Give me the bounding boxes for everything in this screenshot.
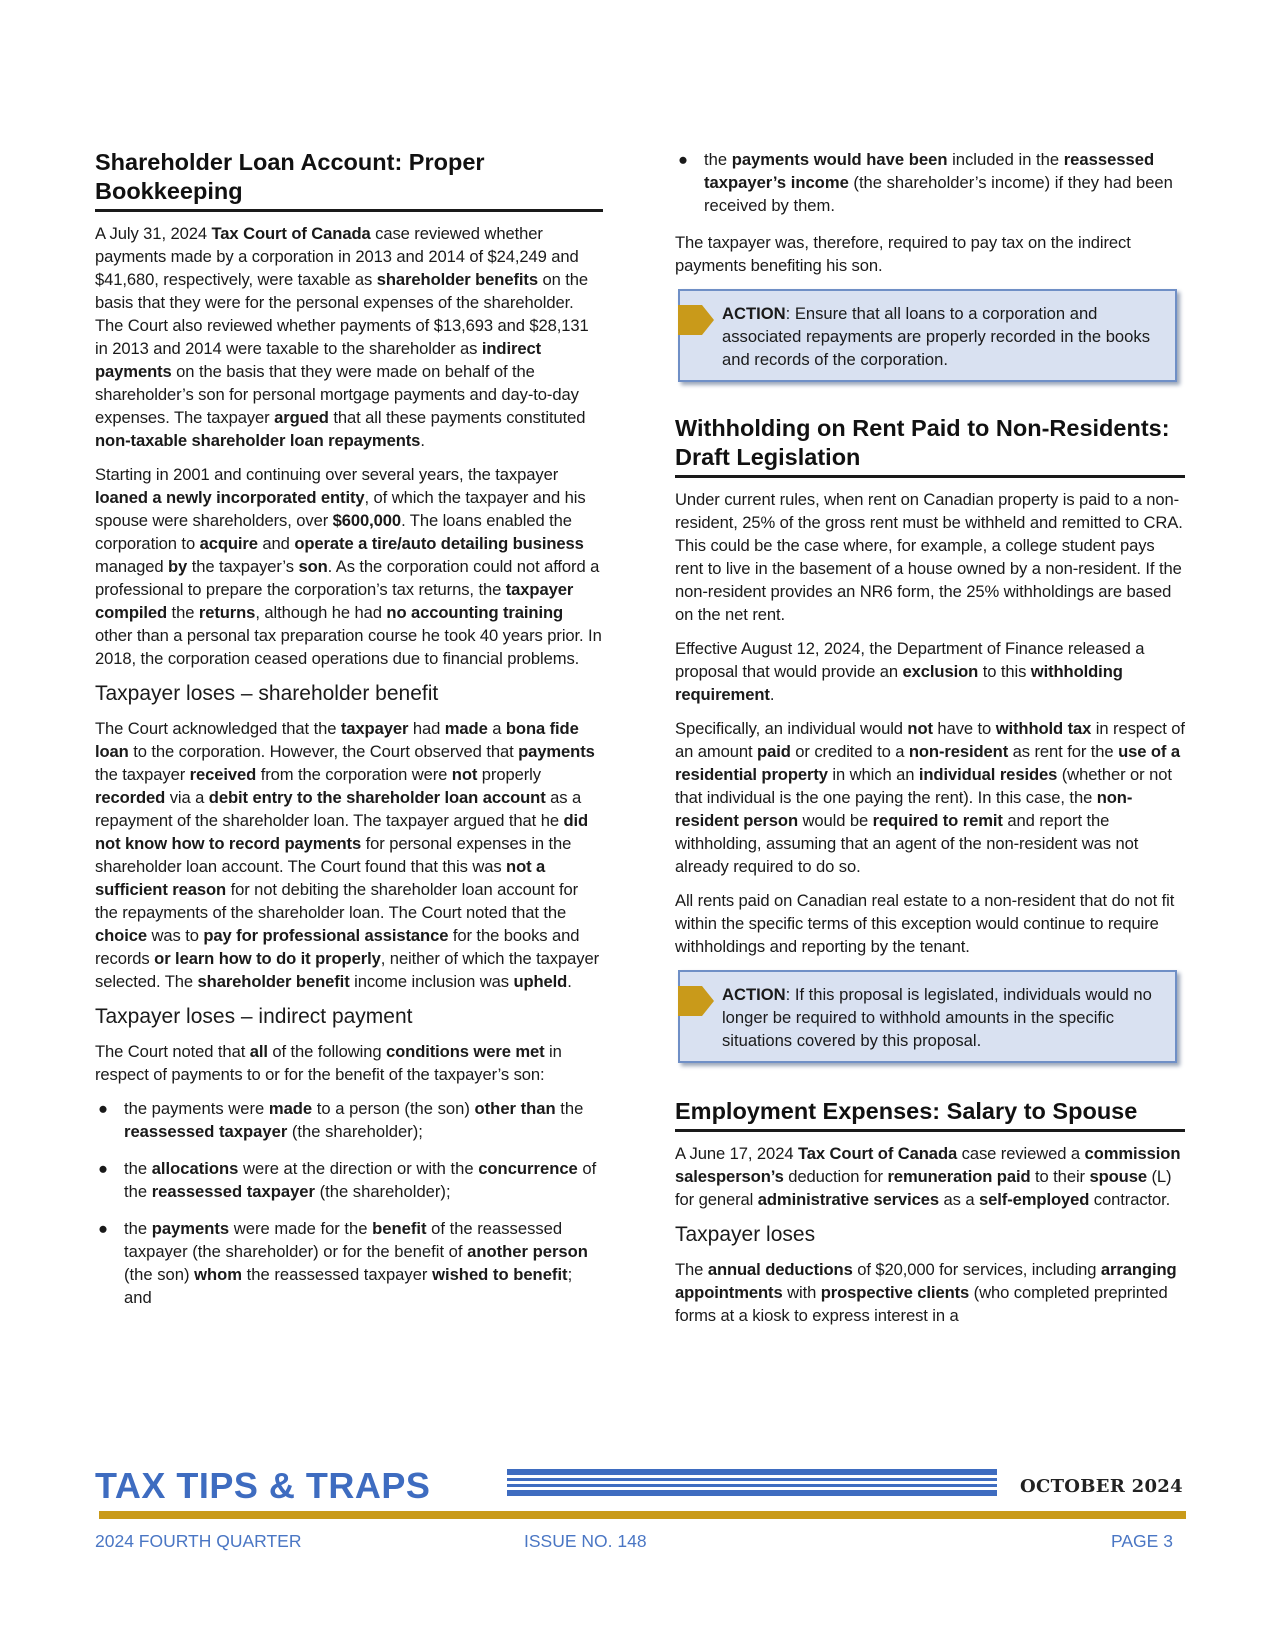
subheading-indirect-payment: Taxpayer loses – indirect payment <box>95 1005 413 1028</box>
action-box <box>678 970 1177 1063</box>
bullet-dot-icon: ● <box>98 1219 109 1238</box>
paragraph: The Court acknowledged that the taxpayer had made a bona fide loan to the corporation. However, the Court observed that payments the taxpayer received from the corporation were not properly recorded via a debit entry to the shareholder loan account as a repayment of the shareholder loan. The taxpayer argued that he did not know how to record payments for personal expenses in the shareholder loan account. The Court found that this was not a sufficient reason for not debiting the shareholder loan account for the repayments of the shareholder loan. The Court noted that the choice was to pay for professional assistance for the books and records or learn how to do it properly, neither of which the taxpayer selected. The shareholder benefit income inclusion was upheld. <box>95 719 599 991</box>
subheading-shareholder-benefit: Taxpayer loses – shareholder benefit <box>95 682 439 705</box>
list-item: ● the payments would have been included in the reassessed taxpayer’s income (the shareholder’s income) if they had been received by them. <box>678 150 1173 215</box>
subheading-taxpayer-loses: Taxpayer loses <box>675 1223 816 1246</box>
footer-issue-number: ISSUE NO. 148 <box>524 1531 647 1551</box>
bullet-dot-icon: ● <box>98 1159 109 1178</box>
bullet-dot-icon: ● <box>98 1099 109 1118</box>
arrow-tag-icon <box>678 986 714 1016</box>
list-item: ● the payments were made to a person (the son) other than the reassessed taxpayer (the shareholder); <box>98 1099 584 1141</box>
issue-date: OCTOBER 2024 <box>1020 1476 1183 1497</box>
bullet-dot-icon: ● <box>678 150 689 169</box>
footer-quarter: 2024 FOURTH QUARTER <box>95 1531 302 1551</box>
paragraph: Effective August 12, 2024, the Department of Finance released a proposal that would provide an exclusion to this withholding requirement. <box>675 639 1145 704</box>
paragraph: Starting in 2001 and continuing over several years, the taxpayer loaned a newly incorporated entity, of which the taxpayer and his spouse were shareholders, over $600,000. The loans enabled the corporation to acquire and operate a tire/auto detailing business managed by the taxpayer’s son. As the corporation could not afford a professional to prepare the corporation’s tax returns, the taxpayer compiled the returns, although he had no accounting training other than a personal tax preparation course he took 40 years prior. In 2018, the corporation ceased operations due to financial problems. <box>95 465 602 668</box>
list-item: ● the payments were made for the benefit of the reassessed taxpayer (the shareholder) or for the benefit of another person (the son) whom the reassessed taxpayer wished to benefit; and <box>98 1219 588 1307</box>
section-title-withholding-rent: Withholding on Rent Paid to Non-Residents: Draft Legislation <box>675 414 1185 478</box>
footer-divider <box>99 1511 1186 1519</box>
paragraph: The taxpayer was, therefore, required to pay tax on the indirect payments benefiting his son. <box>675 233 1131 275</box>
paragraph: Under current rules, when rent on Canadian property is paid to a non-resident, 25% of the gross rent must be withheld and remitted to CRA. This could be the case where, for example, a college student pays rent to live in the basement of a house owned by a non-resident. If the non-resident provides an NR6 form, the 25% withholdings are based on the net rent. <box>675 490 1183 624</box>
footer-page-number: PAGE 3 <box>1111 1531 1173 1551</box>
conditions-list-continued <box>675 148 1185 217</box>
paragraph: All rents paid on Canadian real estate to a non-resident that do not fit within the specific terms of this exception would continue to require withholdings and reporting by the tenant. <box>675 891 1175 956</box>
action-box <box>678 289 1177 382</box>
section-title-employment-expenses: Employment Expenses: Salary to Spouse <box>675 1097 1185 1132</box>
action-text: ACTION: Ensure that all loans to a corporation and associated repayments are properly recorded in the books and records of the corporation. <box>722 304 1150 369</box>
paragraph: A June 17, 2024 Tax Court of Canada case reviewed a commission salesperson’s deduction for remuneration paid to their spouse (L) for general administrative services as a self-employed contractor. <box>675 1144 1181 1209</box>
left-column <box>95 148 603 1323</box>
section-title-shareholder-loan: Shareholder Loan Account: Proper Bookkeeping <box>95 148 603 212</box>
right-column <box>675 148 1185 1338</box>
paragraph: The annual deductions of $20,000 for services, including arranging appointments with prospective clients (who completed preprinted forms at a kiosk to express interest in a <box>675 1260 1177 1325</box>
newsletter-title: TAX TIPS & TRAPS <box>95 1465 431 1506</box>
conditions-list <box>95 1097 603 1309</box>
list-item: ● the allocations were at the direction or with the concurrence of the reassessed taxpayer (the shareholder); <box>98 1159 597 1201</box>
paragraph: A July 31, 2024 Tax Court of Canada case reviewed whether payments made by a corporation in 2013 and 2014 of $24,249 and $41,680, respectively, were taxable as shareholder benefits on the basis that they were for the personal expenses of the shareholder. The Court also reviewed whether payments of $13,693 and $28,131 in 2013 and 2014 were taxable to the shareholder as indirect payments on the basis that they were made on behalf of the shareholder’s son for personal mortgage payments and day-to-day expenses. The taxpayer argued that all these payments constituted non-taxable shareholder loan repayments. <box>95 224 589 450</box>
decorative-rules <box>507 1469 997 1496</box>
arrow-tag-icon <box>678 305 714 335</box>
action-text: ACTION: If this proposal is legislated, individuals would no longer be required to withhold amounts in the specific situations covered by this proposal. <box>722 985 1152 1050</box>
paragraph: Specifically, an individual would not have to withhold tax in respect of an amount paid or credited to a non-resident as rent for the use of a residential property in which an individual resides (whether or not that individual is the one paying the rent). In this case, the non-resident person would be required to remit and report the withholding, assuming that an agent of the non-resident was not already required to do so. <box>675 719 1185 876</box>
paragraph: The Court noted that all of the following conditions were met in respect of payments to or for the benefit of the taxpayer’s son: <box>95 1042 562 1084</box>
